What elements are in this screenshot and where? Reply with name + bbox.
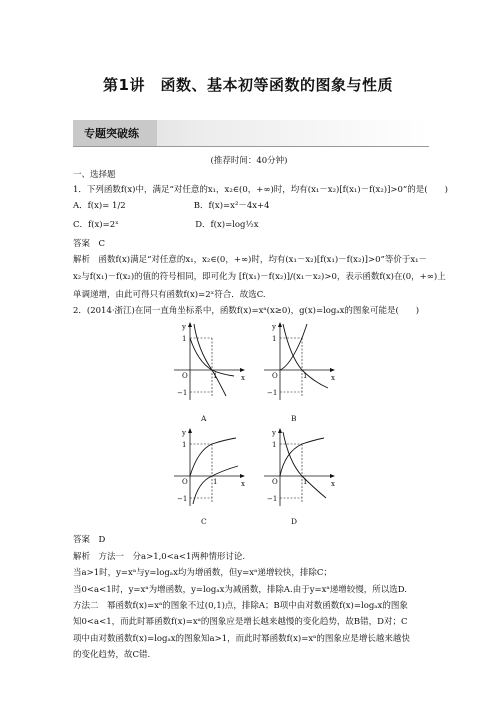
y-neg-one-label: −1 [177,389,188,397]
section-divider [73,146,429,147]
question-1-options-cd: C．f(x)=2ˣ D．f(x)=log½x [73,220,259,230]
x-one-label: 1 [303,478,308,486]
question-2-stem: 2．(2014·浙江)在同一直角坐标系中，函数f(x)=xᵃ(x≥0)，g(x)=logₐx的图象可能是( ) [73,306,420,316]
question-2-solution-line-5: 知0<a<1，而此时幂函数f(x)=xᵃ的图象应是增长越来越慢的变化趋势，故B错，D对；C [73,617,408,627]
y-neg-one-label: −1 [267,495,278,503]
x-arrow-icon [240,368,245,372]
y-arrow-icon [278,428,282,433]
x-arrow-icon [330,368,335,372]
recommended-time: (推荐时间：40分钟) [210,156,288,166]
y-one-label: 1 [182,335,187,343]
origin-label: O [272,372,278,380]
x-label: x [241,480,245,488]
x-arrow-icon [240,474,245,478]
graph-b-caption: B [291,414,297,423]
question-2-solution-line-4: 方法二 幂函数f(x)=xᵃ的图象不过(0,1)点，排除A；B项中由对数函数f(x)=logₐx的图象 [73,601,408,611]
graph-d [258,426,338,510]
question-2-solution-line-2: 当a>1时，y=xᵃ与y=logₐx均为增函数，但y=xᵃ递增较快，排除C； [73,568,332,578]
power-curve [190,438,236,476]
graph-a [168,320,248,404]
question-1-stem: 1．下列函数f(x)中，满足“对任意的x₁，x₂∈(0，+∞)时，均有(x₁－x₂)[f(x₁)－f(x₂)]>0”的是( ) [73,185,448,195]
y-arrow-icon [188,322,192,327]
x-one-label: 1 [213,478,218,486]
graph-d-caption: D [291,517,298,526]
y-label: y [272,323,276,331]
log-curve [194,324,226,396]
page-title: 第1讲 函数、基本初等函数的图象与性质 [103,76,393,94]
y-label: y [182,429,186,437]
y-neg-one-label: −1 [177,495,188,503]
graph-b [258,320,338,404]
question-2-answer: 答案 D [73,535,106,545]
y-one-label: 1 [272,441,277,449]
graph-c [168,426,248,510]
x-arrow-icon [330,474,335,478]
question-1-solution-line-1: 解析 函数f(x)满足“对任意的x₁，x₂∈(0，+∞)时，均有(x₁－x₂)[f(x₁)－f(x₂)]>0”等价于x₁－ [73,255,428,265]
question-1-answer: 答案 C [73,239,106,249]
y-arrow-icon [188,428,192,433]
x-label: x [241,374,245,382]
y-neg-one-label: −1 [267,389,278,397]
question-1-options-ab: A．f(x)= 1/2 B．f(x)=x²－4x+4 [73,201,270,211]
y-arrow-icon [278,322,282,327]
question-1-solution-line-2: x₂与f(x₁)－f(x₂)的值的符号相同，即可化为 [f(x₁)－f(x₂)]/(x₁－x₂)>0，表示函数f(x)在(0，+∞)上 [73,272,446,282]
x-label: x [331,480,335,488]
origin-label: O [182,478,188,486]
origin-label: O [272,478,278,486]
section-heading: 专题突破练 [84,127,139,140]
origin-label: O [182,372,188,380]
graph-a-caption: A [201,414,207,423]
part-heading: 一、选择题 [73,170,116,180]
question-1-solution-line-3: 单调递增，由此可得只有函数f(x)=2ˣ符合．故选C. [73,290,266,300]
x-one-label: 1 [213,372,218,380]
y-one-label: 1 [182,441,187,449]
graph-c-caption: C [201,517,207,526]
x-label: x [331,374,335,382]
question-2-solution-line-1: 解析 方法一 分a>1,0<a<1两种情形讨论. [73,552,246,562]
y-label: y [182,323,186,331]
question-2-solution-line-3: 当0<a<1时，y=xᵃ为增函数，y=logₐx为减函数，排除A.由于y=xᵃ递增较慢，所以选D. [73,585,407,595]
x-one-label: 1 [303,372,308,380]
question-2-solution-line-7: 的变化趋势，故C错. [73,650,151,660]
log-curve [283,432,326,498]
y-label: y [272,429,276,437]
question-2-solution-line-6: 项中由对数函数f(x)=logₐx的图象知a>1，而此时幂函数f(x)=xᵃ的图象应是增长越来越快 [73,634,410,644]
power-curve [280,324,307,370]
y-one-label: 1 [272,335,277,343]
